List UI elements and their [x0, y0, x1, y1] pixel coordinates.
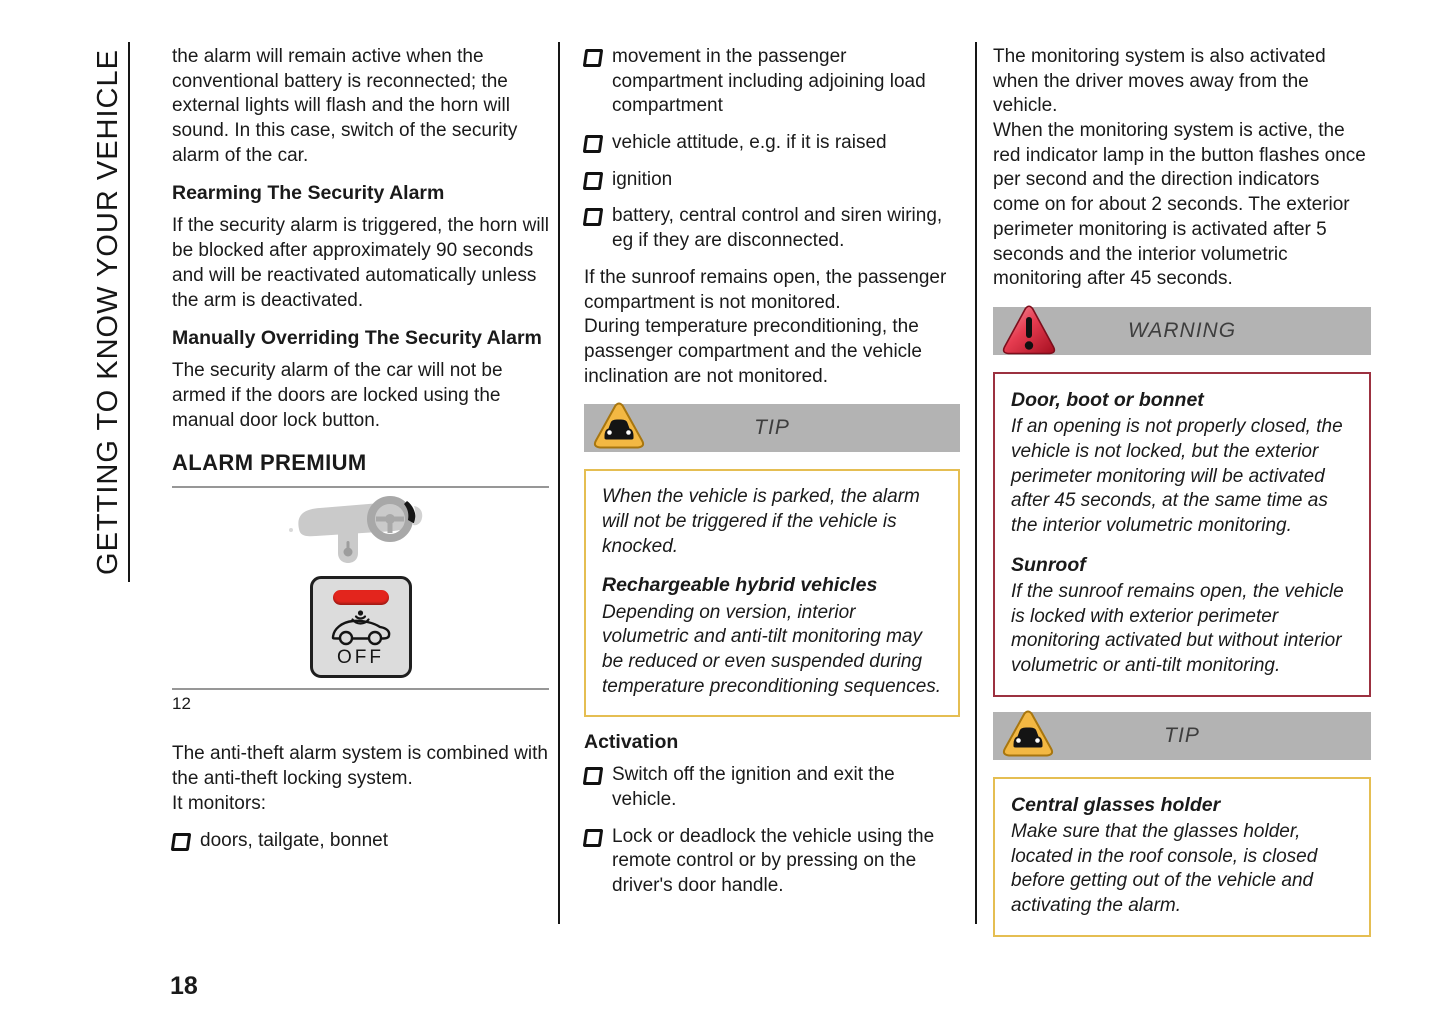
- car-alarm-sensor-icon: [329, 609, 393, 647]
- warning-text: If the sunroof remains open, the vehicle is locked with exterior perimeter monitoring activated but without interior volumetric or anti-tilt monitoring.: [1011, 581, 1344, 677]
- column-3: [993, 45, 1371, 951]
- section-heading-alarm-premium: ALARM PREMIUM: [172, 450, 367, 476]
- warning-subheading: Door, boot or bonnet: [1011, 388, 1204, 411]
- list-item: [584, 825, 960, 899]
- warning-exclamation-triangle-icon: [1001, 303, 1057, 357]
- tip-text: Make sure that the glasses holder, located in the roof console, is closed before getting out of the vehicle and activating the alarm.: [1011, 821, 1318, 917]
- red-indicator-led: [333, 590, 389, 605]
- tip-banner-label: TIP: [1164, 723, 1200, 747]
- body-paragraph: If the sunroof remains open, the passenger compartment is not monitored.: [584, 266, 947, 313]
- tip-subheading: Central glasses holder: [1011, 793, 1221, 816]
- list-item: [584, 45, 960, 119]
- page-number: 18: [170, 972, 198, 1000]
- figure-bottom-rule: [172, 688, 549, 690]
- warning-box: [993, 372, 1371, 697]
- body-paragraph: If the security alarm is triggered, the horn will be blocked after approximately 90 seconds and will be reactivated automatically unless the arm is deactivated.: [172, 215, 549, 311]
- square-bullet-icon: [583, 172, 604, 190]
- square-bullet-icon: [171, 833, 192, 851]
- body-paragraph: the alarm will remain active when the conventional battery is reconnected; the external lights will flash and the horn will sound. In this case, switch of the security alarm of the car.: [172, 46, 518, 166]
- square-bullet-icon: [583, 767, 604, 785]
- tip-subheading: Rechargeable hybrid vehicles: [602, 574, 878, 597]
- alarm-off-button-illustration: [310, 576, 412, 678]
- tip-box: [993, 777, 1371, 937]
- tip-box: [584, 469, 960, 717]
- section-heading-rearming: Rearming The Security Alarm: [172, 182, 445, 205]
- button-off-label: OFF: [337, 647, 384, 669]
- tip-banner: [584, 404, 960, 452]
- body-paragraph: During temperature preconditioning, the passenger compartment and the vehicle inclination are not monitored.: [584, 316, 922, 387]
- tip-banner-label: TIP: [754, 416, 790, 440]
- list-item-text: vehicle attitude, e.g. if it is raised: [612, 132, 887, 154]
- warning-subheading: Sunroof: [1011, 553, 1086, 576]
- list-item: [584, 131, 960, 156]
- body-paragraph: The monitoring system is also activated when the driver moves away from the vehicle.: [993, 46, 1326, 117]
- tip-banner: [993, 712, 1371, 760]
- warning-banner: [993, 307, 1371, 355]
- column-1: [172, 45, 549, 866]
- list-item-text: Lock or deadlock the vehicle using the remote control or by pressing on the driver's door handle.: [612, 825, 935, 897]
- column-divider: [975, 42, 977, 924]
- list-item-text: movement in the passenger compartment including adjoining load compartment: [612, 46, 926, 117]
- column-divider: [558, 42, 560, 924]
- column-2: [584, 45, 960, 911]
- list-item-text: ignition: [612, 168, 673, 190]
- square-bullet-icon: [583, 208, 604, 226]
- list-item-text: battery, central control and siren wiring, eg if they are disconnected.: [612, 205, 943, 252]
- figure-number: 12: [172, 694, 191, 714]
- tip-text: Depending on version, interior volumetric and anti-tilt monitoring may be reduced or even suspended during temperature preconditioning sequences.: [602, 601, 942, 697]
- warning-text: If an opening is not properly closed, the vehicle is not locked, but the exterior perimeter monitoring will be activated after 45 seconds, at the same time as the interior volumetric monitoring.: [1011, 416, 1343, 536]
- tip-text: When the vehicle is parked, the alarm will not be triggered if the vehicle is knocked.: [602, 486, 920, 557]
- tip-car-triangle-icon: [1001, 708, 1055, 760]
- chapter-title-vertical: GETTING TO KNOW YOUR VEHICLE: [90, 42, 130, 582]
- list-item: [584, 763, 960, 812]
- warning-banner-label: WARNING: [1127, 318, 1237, 342]
- figure-alarm-premium: [172, 488, 549, 678]
- square-bullet-icon: [583, 49, 604, 67]
- body-paragraph: When the monitoring system is active, the red indicator lamp in the button flashes once per second and the direction indicators come on for about 2 seconds. The exterior perimeter monitoring is activated after 5 seconds and the interior volumetric monitoring after 45 seconds.: [993, 120, 1366, 290]
- list-item: [584, 168, 960, 193]
- body-paragraph: The anti-theft alarm system is combined with the anti-theft locking system.: [172, 743, 548, 789]
- square-bullet-icon: [583, 135, 604, 153]
- list-item-text: Switch off the ignition and exit the vehicle.: [612, 764, 895, 811]
- list-item: [172, 829, 549, 854]
- tip-car-triangle-icon: [592, 400, 646, 452]
- body-paragraph: It monitors:: [172, 792, 266, 814]
- interior-mirror-steering-wheel-illustration: [286, 493, 436, 569]
- list-item-text: doors, tailgate, bonnet: [200, 830, 389, 852]
- section-heading-override: Manually Overriding The Security Alarm: [172, 327, 542, 350]
- list-item: [584, 204, 960, 253]
- section-heading-activation: Activation: [584, 731, 679, 754]
- body-paragraph: The security alarm of the car will not be armed if the doors are locked using the manual door lock button.: [172, 360, 503, 431]
- square-bullet-icon: [583, 829, 604, 847]
